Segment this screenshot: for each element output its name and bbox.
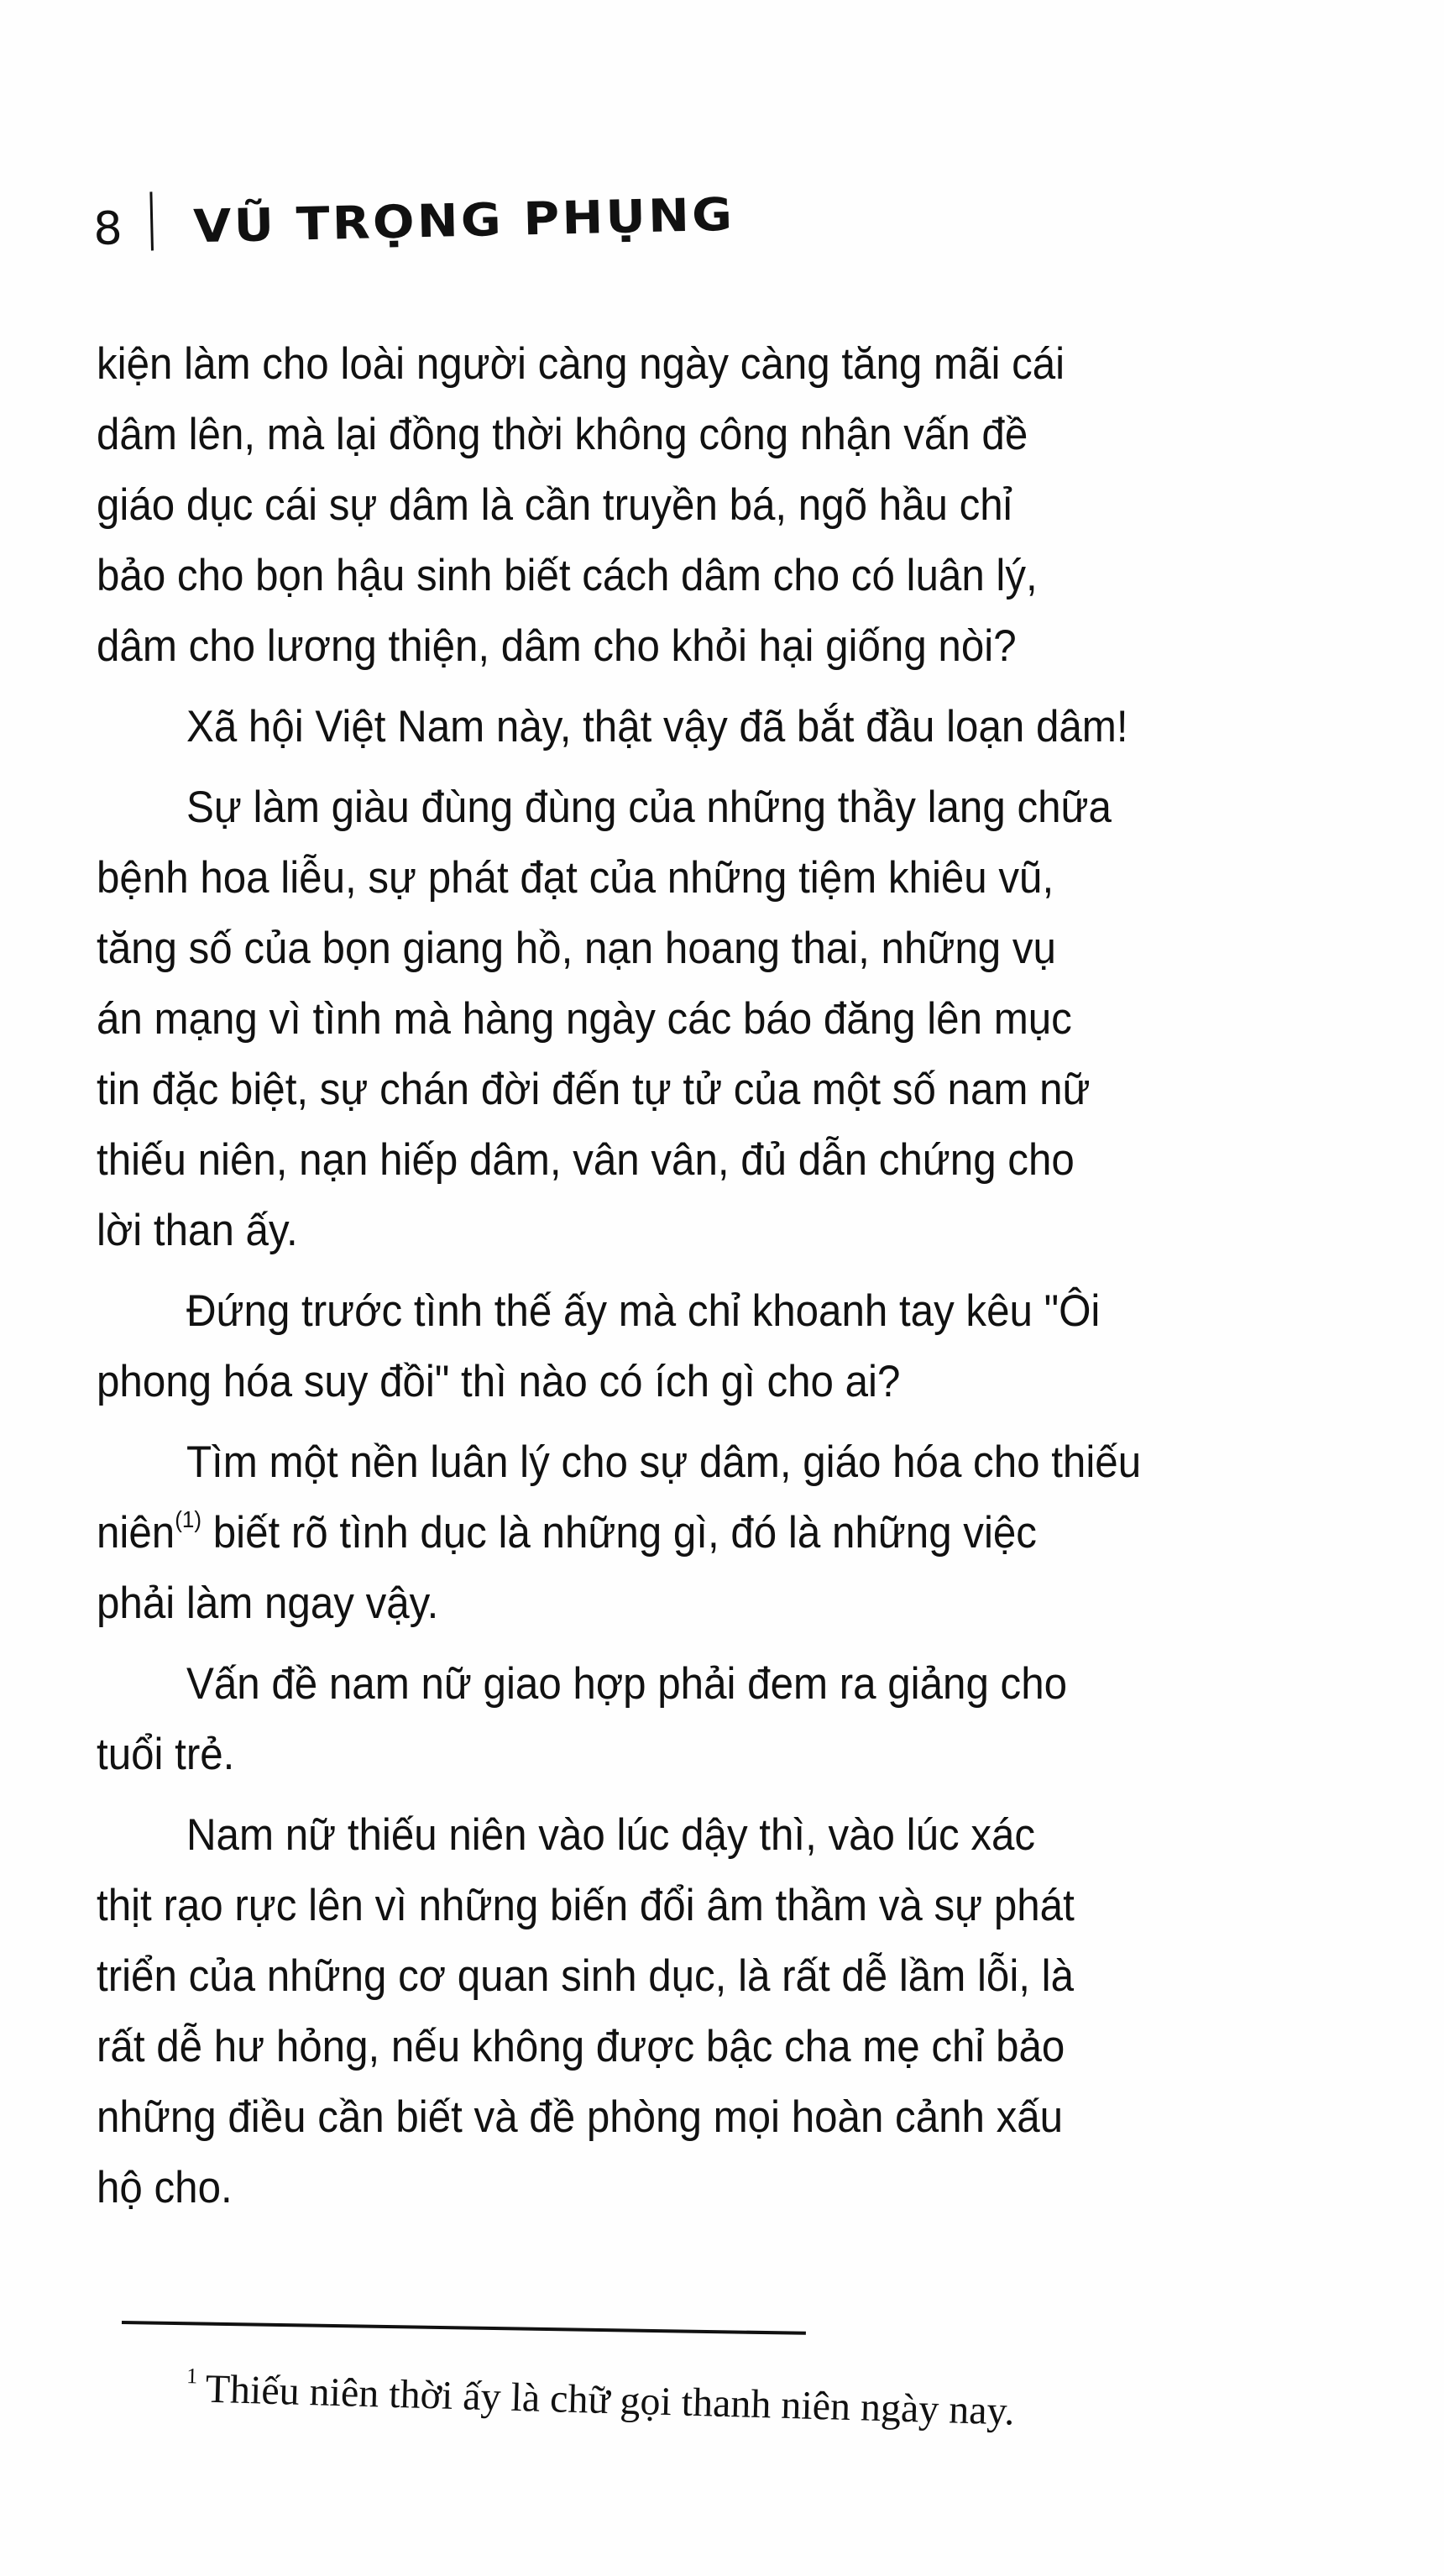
paragraph-spacer bbox=[97, 682, 1335, 692]
footnote bbox=[186, 2351, 1016, 2437]
text-line: bệnh hoa liễu, sự phát đạt của những tiệm khiêu vũ, bbox=[97, 853, 1054, 903]
text-line: phải làm ngay vậy. bbox=[97, 1579, 439, 1628]
running-title-author: VŨ TRỌNG PHỤNG bbox=[192, 187, 736, 254]
text-line: Sự làm giàu đùng đùng của những thầy lang chữa bbox=[186, 783, 1112, 832]
paragraph bbox=[97, 772, 1335, 1266]
text-line: rất dễ hư hỏng, nếu không được bậc cha mẹ chỉ bảo bbox=[97, 2022, 1065, 2071]
text-line: những điều cần biết và đề phòng mọi hoàn cảnh xấu bbox=[97, 2092, 1064, 2142]
paragraph-spacer bbox=[97, 762, 1335, 772]
paragraph bbox=[97, 1427, 1335, 1639]
footnote-text: Thiếu niên thời ấy là chữ gọi thanh niên ngày nay. bbox=[205, 2366, 1016, 2434]
text-line: thịt rạo rực lên vì những biến đổi âm thầm và sự phát bbox=[97, 1881, 1075, 1930]
paragraph-spacer bbox=[97, 1790, 1335, 1800]
text-line: bảo cho bọn hậu sinh biết cách dâm cho có luân lý, bbox=[97, 551, 1038, 600]
text-fragment: niên bbox=[97, 1508, 175, 1558]
text-line: Nam nữ thiếu niên vào lúc dậy thì, vào lúc xác bbox=[186, 1810, 1036, 1860]
text-line: tăng số của bọn giang hồ, nạn hoang thai, những vụ bbox=[97, 924, 1056, 973]
paragraph-spacer bbox=[97, 1417, 1335, 1427]
paragraph bbox=[97, 329, 1335, 682]
text-line: tin đặc biệt, sự chán đời đến tự tử của một số nam nữ bbox=[97, 1065, 1091, 1114]
header-divider bbox=[150, 191, 154, 250]
text-line: án mạng vì tình mà hàng ngày các báo đăng lên mục bbox=[97, 994, 1072, 1044]
text-line-with-footnote bbox=[97, 1498, 1248, 1568]
text-line: kiện làm cho loài người càng ngày càng tăng mãi cái bbox=[97, 339, 1065, 389]
text-line: dâm lên, mà lại đồng thời không công nhận vấn đề bbox=[97, 410, 1028, 459]
footnote-marker: 1 bbox=[186, 2364, 198, 2389]
body-text bbox=[97, 329, 1335, 2223]
paragraph-spacer bbox=[97, 1266, 1335, 1276]
paragraph-spacer bbox=[97, 1639, 1335, 1649]
text-line: Xã hội Việt Nam này, thật vậy đã bắt đầu loạn dâm! bbox=[186, 702, 1128, 751]
footnote-separator bbox=[122, 2321, 806, 2335]
text-line: hộ cho. bbox=[97, 2163, 233, 2212]
text-line: giáo dục cái sự dâm là cần truyền bá, ngõ hầu chỉ bbox=[97, 480, 1012, 530]
paragraph bbox=[97, 1649, 1335, 1790]
text-line: Vấn đề nam nữ giao hợp phải đem ra giảng cho bbox=[186, 1659, 1068, 1709]
text-line: lời than ấy. bbox=[97, 1206, 298, 1255]
page-header bbox=[92, 146, 736, 255]
text-line: Đứng trước tình thế ấy mà chỉ khoanh tay kêu "Ôi bbox=[186, 1286, 1101, 1336]
text-line: thiếu niên, nạn hiếp dâm, vân vân, đủ dẫn chứng cho bbox=[97, 1135, 1075, 1185]
paragraph bbox=[97, 1276, 1335, 1417]
paragraph bbox=[97, 1800, 1335, 2223]
text-fragment: biết rõ tình dục là những gì, đó là những việc bbox=[201, 1508, 1037, 1558]
text-line: phong hóa suy đồi" thì nào có ích gì cho ai? bbox=[97, 1357, 901, 1406]
text-line: Tìm một nền luân lý cho sự dâm, giáo hóa cho thiếu bbox=[186, 1437, 1142, 1487]
text-line: dâm cho lương thiện, dâm cho khỏi hại giống nòi? bbox=[97, 621, 1017, 671]
text-line: triển của những cơ quan sinh dục, là rất dễ lầm lỗi, là bbox=[97, 1951, 1075, 2001]
page-number: 8 bbox=[92, 202, 123, 255]
footnote-reference[interactable]: (1) bbox=[175, 1506, 202, 1532]
text-line: tuổi trẻ. bbox=[97, 1730, 235, 1779]
paragraph bbox=[97, 692, 1335, 762]
